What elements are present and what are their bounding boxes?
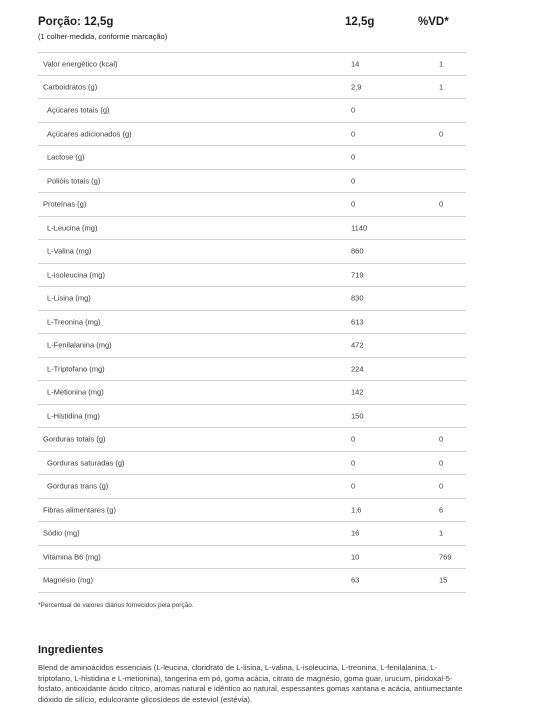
row-label: Açúcares totais (g) bbox=[47, 105, 110, 115]
row-quantity: 224 bbox=[351, 364, 364, 374]
row-label: L-Triptofano (mg) bbox=[47, 364, 105, 374]
row-vd: 0 bbox=[439, 481, 444, 491]
column-header-quantity: 12,5g bbox=[345, 16, 375, 28]
row-label: Magnésio (mg) bbox=[43, 575, 94, 585]
table-row bbox=[38, 428, 466, 452]
row-quantity: 63 bbox=[351, 575, 360, 585]
nutrition-table bbox=[38, 52, 466, 593]
row-label: L-Fenilalanina (mg) bbox=[47, 340, 112, 350]
row-label: Açúcares adicionados (g) bbox=[47, 129, 132, 139]
row-quantity: 0 bbox=[351, 152, 356, 162]
row-quantity: 142 bbox=[351, 387, 364, 397]
column-header-vd: %VD* bbox=[418, 16, 449, 28]
table-row bbox=[38, 52, 466, 76]
table-row bbox=[38, 76, 466, 100]
table-row bbox=[38, 499, 466, 523]
row-vd: 0 bbox=[439, 199, 444, 209]
row-label: L-Histidina (mg) bbox=[47, 411, 100, 421]
row-quantity: 860 bbox=[351, 246, 364, 256]
table-row bbox=[38, 311, 466, 335]
row-quantity: 830 bbox=[351, 293, 364, 303]
row-vd: 0 bbox=[439, 458, 444, 468]
row-vd: 0 bbox=[439, 434, 444, 444]
table-row bbox=[38, 123, 466, 147]
row-quantity: 150 bbox=[351, 411, 364, 421]
row-label: Gorduras saturadas (g) bbox=[47, 458, 125, 468]
row-label: Valor energético (kcal) bbox=[43, 59, 118, 69]
row-label: L-Valina (mg) bbox=[47, 246, 92, 256]
row-quantity: 0 bbox=[351, 434, 356, 444]
table-row bbox=[38, 264, 466, 288]
row-vd: 1 bbox=[439, 59, 444, 69]
row-quantity: 10 bbox=[351, 552, 360, 562]
row-vd: 1 bbox=[439, 528, 444, 538]
table-row bbox=[38, 240, 466, 264]
row-vd: 769 bbox=[439, 552, 452, 562]
table-row bbox=[38, 475, 466, 499]
row-vd: 6 bbox=[439, 505, 444, 515]
row-quantity: 0 bbox=[351, 129, 356, 139]
row-label: Vitamina B6 (mg) bbox=[43, 552, 101, 562]
row-label: Fibras alimentares (g) bbox=[43, 505, 116, 515]
table-row bbox=[38, 358, 466, 382]
row-label: Gorduras totais (g) bbox=[43, 434, 106, 444]
row-label: Polióis totais (g) bbox=[47, 176, 101, 186]
row-quantity: 0 bbox=[351, 176, 356, 186]
row-label: Carboidratos (g) bbox=[43, 82, 98, 92]
row-quantity: 16 bbox=[351, 528, 360, 538]
table-row bbox=[38, 99, 466, 123]
row-label: L-Isoleucina (mg) bbox=[47, 270, 105, 280]
table-row bbox=[38, 287, 466, 311]
row-quantity: 472 bbox=[351, 340, 364, 350]
table-row bbox=[38, 170, 466, 194]
table-row bbox=[38, 522, 466, 546]
footnote: *Percentual de valores diários fornecidos pela porção. bbox=[38, 602, 194, 609]
row-label: Sódio (mg) bbox=[43, 528, 80, 538]
table-row bbox=[38, 546, 466, 570]
table-row bbox=[38, 193, 466, 217]
row-label: Proteínas (g) bbox=[43, 199, 87, 209]
table-row bbox=[38, 452, 466, 476]
row-vd: 0 bbox=[439, 129, 444, 139]
table-row bbox=[38, 569, 466, 593]
row-quantity: 0 bbox=[351, 458, 356, 468]
row-quantity: 613 bbox=[351, 317, 364, 327]
row-label: L-Treonina (mg) bbox=[47, 317, 101, 327]
row-quantity: 14 bbox=[351, 59, 360, 69]
row-quantity: 0 bbox=[351, 199, 356, 209]
row-label: Lactose (g) bbox=[47, 152, 85, 162]
ingredients-title: Ingredientes bbox=[38, 644, 104, 656]
portion-subtitle: (1 colher-medida, conforme marcação) bbox=[38, 32, 168, 41]
table-row bbox=[38, 381, 466, 405]
table-row bbox=[38, 334, 466, 358]
row-vd: 1 bbox=[439, 82, 444, 92]
row-quantity: 1,6 bbox=[351, 505, 362, 515]
nutrition-header bbox=[38, 16, 468, 46]
row-label: L-Metionina (mg) bbox=[47, 387, 104, 397]
table-row bbox=[38, 405, 466, 429]
table-row bbox=[38, 146, 466, 170]
portion-title: Porção: 12,5g bbox=[38, 16, 114, 28]
row-quantity: 0 bbox=[351, 105, 356, 115]
row-label: Gorduras trans (g) bbox=[47, 481, 109, 491]
row-quantity: 0 bbox=[351, 481, 356, 491]
row-quantity: 719 bbox=[351, 270, 364, 280]
row-label: L-Leucina (mg) bbox=[47, 223, 98, 233]
ingredients-text: Blend de aminoácidos essenciais (L-leucina, cloridrato de L-lisina, L-valina, L-isoleucina, L-treonina, L-fenilalanina, L-triptofano, L-histidina e L-metionina), tangerina em pó, goma acácia, citrato de magnésio, goma guar, urucum, piridoxal-5-fosfato, antioxidante ácido cítrico, aromas natural e idêntico ao natural, espessantes gomas xantana e acácia, antiumectante dióxido de silício, edulcorante glicosídeos de esteviol (estévia). bbox=[38, 663, 463, 704]
row-vd: 15 bbox=[439, 575, 448, 585]
row-quantity: 1140 bbox=[351, 223, 368, 233]
table-row bbox=[38, 217, 466, 241]
row-quantity: 2,9 bbox=[351, 82, 362, 92]
row-label: L-Lisina (mg) bbox=[47, 293, 91, 303]
